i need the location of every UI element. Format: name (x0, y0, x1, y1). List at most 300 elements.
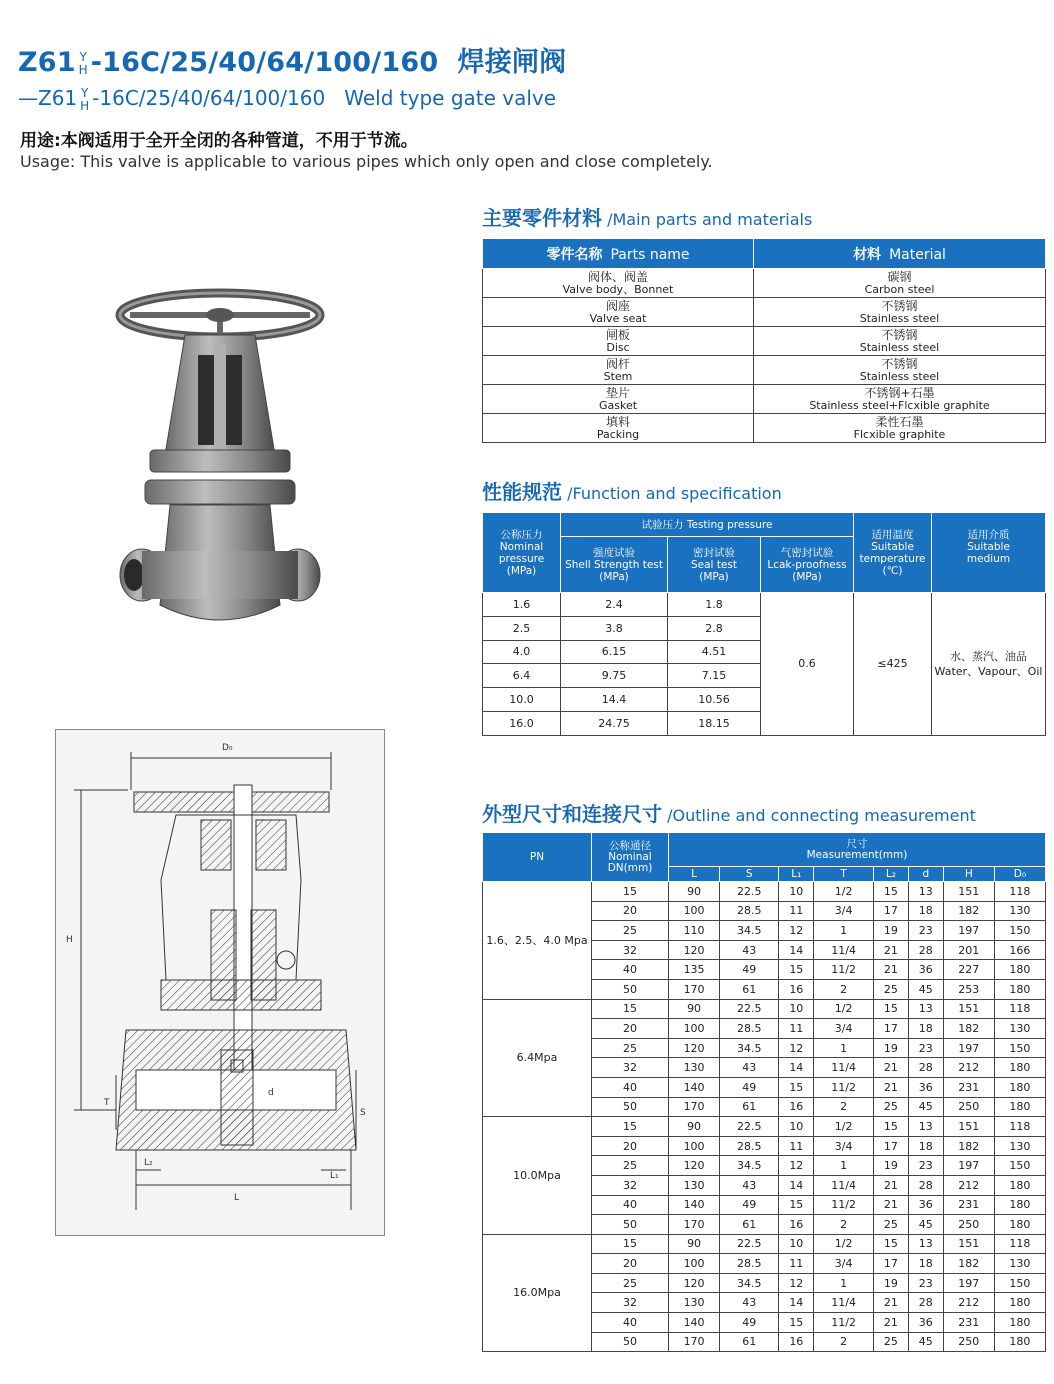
dims-cell: 34.5 (720, 921, 779, 941)
part-material: 柔性石墨 Flcxible graphite (754, 414, 1046, 443)
dims-cell: 100 (669, 1019, 720, 1039)
dims-cell: 36 (908, 1313, 943, 1333)
dims-cell: 21 (873, 1195, 908, 1215)
dims-cell: 130 (994, 1136, 1045, 1156)
dims-cell: 17 (873, 901, 908, 921)
dims-row (483, 1234, 1046, 1254)
dims-cell: 150 (994, 921, 1045, 941)
col-dim-3: T (814, 867, 874, 882)
dims-cell: 36 (908, 960, 943, 980)
dims-cell: 180 (994, 1097, 1045, 1117)
col-dim-7: D₀ (994, 867, 1045, 882)
spec-seal: 2.8 (668, 616, 761, 640)
dims-cell: 25 (592, 921, 669, 941)
spec-medium: 水、蒸汽、油品 Water、Vapour、Oil (932, 593, 1046, 736)
dims-cell: 212 (943, 1058, 994, 1078)
dims-cell: 180 (994, 1077, 1045, 1097)
dims-cell: 11/4 (814, 1175, 874, 1195)
dims-cell: 1/2 (814, 999, 874, 1019)
dims-cell: 21 (873, 1077, 908, 1097)
dims-cell: 197 (943, 1038, 994, 1058)
dims-cell: 231 (943, 1313, 994, 1333)
section-title-dims: 外型尺寸和连接尺寸 /Outline and connecting measurement (482, 802, 976, 826)
dims-cell: 150 (994, 1156, 1045, 1176)
dims-cell: 22.5 (720, 999, 779, 1019)
dims-cell: 12 (779, 1038, 814, 1058)
dims-cell: 3/4 (814, 901, 874, 921)
dims-cell: 1/2 (814, 1117, 874, 1137)
col-dim-2: L₁ (779, 867, 814, 882)
dims-pn: 16.0Mpa (483, 1234, 592, 1352)
dims-cell: 130 (994, 1254, 1045, 1274)
dims-cell: 151 (943, 882, 994, 902)
dims-cell: 43 (720, 1293, 779, 1313)
dims-cell: 49 (720, 1077, 779, 1097)
dims-cell: 21 (873, 1313, 908, 1333)
dims-cell: 120 (669, 1156, 720, 1176)
section-title-spec: 性能规范 /Function and specification (482, 480, 782, 504)
dims-cell: 197 (943, 921, 994, 941)
dims-cell: 22.5 (720, 1234, 779, 1254)
dims-cell: 22.5 (720, 882, 779, 902)
dims-cell: 180 (994, 960, 1045, 980)
label-d0: D₀ (222, 743, 233, 753)
dims-cell: 118 (994, 1234, 1045, 1254)
dims-cell: 21 (873, 940, 908, 960)
dims-cell: 100 (669, 901, 720, 921)
dims-cell: 12 (779, 1156, 814, 1176)
part-name: 阀座 Valve seat (483, 298, 754, 327)
dims-cell: 20 (592, 1254, 669, 1274)
col-parts-name: 零件名称 Parts name (483, 239, 754, 269)
page-title: Z61 Y H -16C/25/40/64/100/160 焊接闸阀 (18, 47, 567, 78)
label-d: d (268, 1088, 274, 1098)
part-name: 闸板 Disc (483, 327, 754, 356)
dims-cell: 11/2 (814, 1077, 874, 1097)
dims-cell: 182 (943, 1019, 994, 1039)
dims-cell: 3/4 (814, 1019, 874, 1039)
part-material: 不锈钢 Stainless steel (754, 298, 1046, 327)
dims-cell: 45 (908, 1215, 943, 1235)
parts-table (482, 238, 1046, 443)
spec-pressure: 16.0 (483, 711, 561, 735)
spec-shell: 24.75 (561, 711, 668, 735)
dims-cell: 50 (592, 1332, 669, 1352)
col-nominal-pressure: 公称压力 Nominal pressure (MPa) (483, 513, 561, 593)
dims-cell: 10 (779, 999, 814, 1019)
dims-cell: 100 (669, 1254, 720, 1274)
dims-cell: 28.5 (720, 1136, 779, 1156)
dims-pn: 1.6、2.5、4.0 Mpa (483, 882, 592, 1000)
dims-cell: 3/4 (814, 1136, 874, 1156)
dims-cell: 15 (779, 1195, 814, 1215)
dims-cell: 2 (814, 1215, 874, 1235)
dims-cell: 61 (720, 1332, 779, 1352)
spec-pressure: 4.0 (483, 640, 561, 664)
dims-cell: 20 (592, 901, 669, 921)
dims-table (482, 832, 1046, 1352)
dims-cell: 49 (720, 960, 779, 980)
dims-cell: 36 (908, 1077, 943, 1097)
dims-cell: 11/4 (814, 1293, 874, 1313)
spec-table (482, 512, 1046, 736)
dims-cell: 61 (720, 979, 779, 999)
dims-row (483, 882, 1046, 902)
dims-cell: 25 (873, 1215, 908, 1235)
spec-row (483, 593, 1046, 617)
dims-cell: 45 (908, 979, 943, 999)
dims-cell: 15 (592, 999, 669, 1019)
label-t: T (104, 1098, 110, 1108)
dims-cell: 118 (994, 999, 1045, 1019)
dims-cell: 182 (943, 901, 994, 921)
dims-cell: 1 (814, 921, 874, 941)
dims-cell: 32 (592, 940, 669, 960)
dims-cell: 180 (994, 1195, 1045, 1215)
dims-cell: 197 (943, 1156, 994, 1176)
dims-cell: 120 (669, 1273, 720, 1293)
dims-cell: 25 (873, 1097, 908, 1117)
dims-cell: 231 (943, 1077, 994, 1097)
dims-cell: 14 (779, 940, 814, 960)
page-subtitle: —Z61 Y H -16C/25/40/64/100/160 Weld type gate valve (18, 85, 557, 113)
dims-cell: 28.5 (720, 1019, 779, 1039)
dims-cell: 16 (779, 1215, 814, 1235)
dims-cell: 11 (779, 1019, 814, 1039)
dims-cell: 166 (994, 940, 1045, 960)
dims-cell: 15 (592, 1117, 669, 1137)
spec-seal: 1.8 (668, 593, 761, 617)
dims-cell: 150 (994, 1038, 1045, 1058)
dims-cell: 250 (943, 1215, 994, 1235)
spec-pressure: 10.0 (483, 688, 561, 712)
dims-cell: 15 (873, 999, 908, 1019)
dims-cell: 135 (669, 960, 720, 980)
dims-cell: 140 (669, 1195, 720, 1215)
col-shell-test: 强度试验 Shell Strength test (MPa) (561, 537, 668, 593)
part-material: 不锈钢 Stainless steel (754, 356, 1046, 385)
label-h: H (66, 935, 73, 945)
dims-cell: 40 (592, 1077, 669, 1097)
dims-cell: 14 (779, 1293, 814, 1313)
spec-shell: 14.4 (561, 688, 668, 712)
dims-cell: 90 (669, 999, 720, 1019)
dims-cell: 90 (669, 1234, 720, 1254)
spec-seal: 4.51 (668, 640, 761, 664)
dims-cell: 1/2 (814, 1234, 874, 1254)
dims-cell: 17 (873, 1136, 908, 1156)
dims-cell: 11/4 (814, 940, 874, 960)
dims-cell: 43 (720, 940, 779, 960)
spec-seal: 10.56 (668, 688, 761, 712)
dims-cell: 180 (994, 979, 1045, 999)
dims-cell: 15 (779, 1313, 814, 1333)
dims-cell: 28 (908, 940, 943, 960)
dims-cell: 90 (669, 882, 720, 902)
dims-pn: 6.4Mpa (483, 999, 592, 1117)
dims-cell: 100 (669, 1136, 720, 1156)
dims-cell: 212 (943, 1175, 994, 1195)
dims-cell: 18 (908, 1254, 943, 1274)
dims-cell: 28.5 (720, 901, 779, 921)
dims-cell: 23 (908, 921, 943, 941)
dims-cell: 227 (943, 960, 994, 980)
dims-row (483, 1117, 1046, 1137)
dims-row (483, 999, 1046, 1019)
dims-cell: 13 (908, 1117, 943, 1137)
dims-cell: 61 (720, 1097, 779, 1117)
parts-row (483, 298, 1046, 327)
col-dim-1: S (720, 867, 779, 882)
col-dim-0: L (669, 867, 720, 882)
dims-cell: 11/2 (814, 1313, 874, 1333)
spec-leak: 0.6 (761, 593, 854, 736)
dims-cell: 15 (592, 882, 669, 902)
dims-cell: 1 (814, 1156, 874, 1176)
parts-row (483, 327, 1046, 356)
dims-cell: 180 (994, 1058, 1045, 1078)
dims-cell: 23 (908, 1156, 943, 1176)
dims-cell: 32 (592, 1293, 669, 1313)
spec-shell: 2.4 (561, 593, 668, 617)
dims-cell: 18 (908, 1019, 943, 1039)
dims-cell: 130 (994, 901, 1045, 921)
valve-photo (90, 285, 330, 645)
col-measurement: 尺寸 Measurement(mm) (669, 833, 1046, 867)
dims-cell: 118 (994, 882, 1045, 902)
label-l: L (234, 1193, 240, 1203)
dims-cell: 140 (669, 1077, 720, 1097)
part-material: 碳钢 Carbon steel (754, 269, 1046, 298)
dims-cell: 130 (994, 1019, 1045, 1039)
dims-cell: 43 (720, 1175, 779, 1195)
parts-row (483, 385, 1046, 414)
spec-shell: 3.8 (561, 616, 668, 640)
dims-cell: 130 (669, 1058, 720, 1078)
dims-cell: 3/4 (814, 1254, 874, 1274)
dims-cell: 253 (943, 979, 994, 999)
dims-cell: 201 (943, 940, 994, 960)
dims-cell: 11/4 (814, 1058, 874, 1078)
dims-cell: 197 (943, 1273, 994, 1293)
dims-cell: 182 (943, 1136, 994, 1156)
dims-cell: 180 (994, 1215, 1045, 1235)
part-material: 不锈钢 Stainless steel (754, 327, 1046, 356)
dims-cell: 2 (814, 979, 874, 999)
dims-cell: 20 (592, 1136, 669, 1156)
dims-cell: 1 (814, 1273, 874, 1293)
dims-cell: 32 (592, 1058, 669, 1078)
dims-cell: 130 (669, 1293, 720, 1313)
col-testing-pressure: 试验压力 Testing pressure (561, 513, 854, 537)
dims-cell: 32 (592, 1175, 669, 1195)
dims-cell: 1 (814, 1038, 874, 1058)
col-dn: 公称通径 Nominal DN(mm) (592, 833, 669, 882)
col-medium: 适用介质 Suitable medium (932, 513, 1046, 593)
dims-cell: 40 (592, 960, 669, 980)
dims-cell: 13 (908, 882, 943, 902)
dims-cell: 231 (943, 1195, 994, 1215)
dims-cell: 16 (779, 979, 814, 999)
dims-pn: 10.0Mpa (483, 1117, 592, 1235)
dims-cell: 140 (669, 1313, 720, 1333)
dims-cell: 151 (943, 1117, 994, 1137)
spec-shell: 6.15 (561, 640, 668, 664)
dims-cell: 12 (779, 921, 814, 941)
dims-cell: 14 (779, 1058, 814, 1078)
dims-cell: 34.5 (720, 1156, 779, 1176)
dims-cell: 43 (720, 1058, 779, 1078)
dims-cell: 17 (873, 1019, 908, 1039)
dims-cell: 120 (669, 1038, 720, 1058)
parts-row (483, 269, 1046, 298)
dims-cell: 21 (873, 960, 908, 980)
dims-cell: 28 (908, 1058, 943, 1078)
col-seal-test: 密封试验 Seal test (MPa) (668, 537, 761, 593)
dims-cell: 50 (592, 1097, 669, 1117)
section-title-parts: 主要零件材料 /Main parts and materials (482, 206, 813, 230)
dims-cell: 1/2 (814, 882, 874, 902)
label-l2: L₂ (144, 1158, 153, 1168)
dims-cell: 151 (943, 1234, 994, 1254)
dims-cell: 15 (779, 1077, 814, 1097)
col-dim-6: H (943, 867, 994, 882)
dims-cell: 212 (943, 1293, 994, 1313)
dims-cell: 25 (873, 979, 908, 999)
dims-cell: 151 (943, 999, 994, 1019)
spec-pressure: 1.6 (483, 593, 561, 617)
dims-cell: 17 (873, 1254, 908, 1274)
dims-cell: 10 (779, 1117, 814, 1137)
dims-cell: 150 (994, 1273, 1045, 1293)
dims-cell: 40 (592, 1195, 669, 1215)
col-dim-4: L₂ (873, 867, 908, 882)
dims-cell: 180 (994, 1175, 1045, 1195)
part-name: 填料 Packing (483, 414, 754, 443)
dims-cell: 18 (908, 1136, 943, 1156)
dims-cell: 34.5 (720, 1273, 779, 1293)
dims-cell: 250 (943, 1332, 994, 1352)
dims-cell: 61 (720, 1215, 779, 1235)
dims-cell: 19 (873, 921, 908, 941)
usage-en: Usage: This valve is applicable to various pipes which only open and close completely. (20, 152, 713, 171)
dims-cell: 180 (994, 1313, 1045, 1333)
dims-cell: 23 (908, 1038, 943, 1058)
dims-cell: 2 (814, 1332, 874, 1352)
col-dim-5: d (908, 867, 943, 882)
dims-cell: 11/2 (814, 1195, 874, 1215)
dims-cell: 15 (779, 960, 814, 980)
dims-cell: 16 (779, 1097, 814, 1117)
spec-pressure: 6.4 (483, 664, 561, 688)
dims-cell: 19 (873, 1156, 908, 1176)
dims-cell: 13 (908, 1234, 943, 1254)
parts-row (483, 356, 1046, 385)
dims-cell: 20 (592, 1019, 669, 1039)
dims-cell: 10 (779, 1234, 814, 1254)
dims-cell: 28.5 (720, 1254, 779, 1274)
dims-cell: 11 (779, 1254, 814, 1274)
dims-cell: 12 (779, 1273, 814, 1293)
dims-cell: 40 (592, 1313, 669, 1333)
dims-cell: 49 (720, 1195, 779, 1215)
dims-cell: 10 (779, 882, 814, 902)
dims-cell: 18 (908, 901, 943, 921)
dims-cell: 19 (873, 1038, 908, 1058)
dims-cell: 170 (669, 979, 720, 999)
dims-cell: 50 (592, 1215, 669, 1235)
dims-cell: 170 (669, 1215, 720, 1235)
dims-cell: 15 (873, 1117, 908, 1137)
col-leak-test: 气密封试验 Lcak-proofness (MPa) (761, 537, 854, 593)
dims-cell: 11 (779, 1136, 814, 1156)
dims-cell: 130 (669, 1175, 720, 1195)
dims-cell: 11 (779, 901, 814, 921)
parts-row (483, 414, 1046, 443)
dims-cell: 15 (873, 882, 908, 902)
dims-cell: 49 (720, 1313, 779, 1333)
dims-cell: 45 (908, 1097, 943, 1117)
spec-pressure: 2.5 (483, 616, 561, 640)
dims-cell: 11/2 (814, 960, 874, 980)
dims-cell: 14 (779, 1175, 814, 1195)
dims-cell: 34.5 (720, 1038, 779, 1058)
dims-cell: 36 (908, 1195, 943, 1215)
part-material: 不锈钢+石墨 Stainless steel+Flcxible graphite (754, 385, 1046, 414)
dims-cell: 15 (592, 1234, 669, 1254)
dims-cell: 45 (908, 1332, 943, 1352)
label-s: S (360, 1108, 366, 1118)
dims-cell: 180 (994, 1332, 1045, 1352)
usage-cn: 用途:本阀适用于全开全闭的各种管道，不用于节流。 (20, 131, 418, 151)
dims-cell: 118 (994, 1117, 1045, 1137)
dims-cell: 23 (908, 1273, 943, 1293)
dims-cell: 110 (669, 921, 720, 941)
col-temperature: 适用温度 Suitable temperature (℃) (854, 513, 932, 593)
spec-temp: ≤425 (854, 593, 932, 736)
dims-cell: 25 (592, 1273, 669, 1293)
dims-cell: 19 (873, 1273, 908, 1293)
col-pn: PN (483, 833, 592, 882)
dims-cell: 25 (592, 1156, 669, 1176)
dims-cell: 120 (669, 940, 720, 960)
dims-cell: 170 (669, 1332, 720, 1352)
dims-cell: 21 (873, 1293, 908, 1313)
dims-cell: 170 (669, 1097, 720, 1117)
dims-cell: 90 (669, 1117, 720, 1137)
dims-cell: 15 (873, 1234, 908, 1254)
col-material: 材料 Material (754, 239, 1046, 269)
part-name: 垫片 Gasket (483, 385, 754, 414)
sectional-drawing (55, 729, 385, 1236)
dims-cell: 25 (873, 1332, 908, 1352)
spec-shell: 9.75 (561, 664, 668, 688)
spec-seal: 18.15 (668, 711, 761, 735)
dims-cell: 2 (814, 1097, 874, 1117)
dims-cell: 21 (873, 1175, 908, 1195)
dims-cell: 22.5 (720, 1117, 779, 1137)
dims-cell: 50 (592, 979, 669, 999)
dims-cell: 13 (908, 999, 943, 1019)
part-name: 阀杆 Stem (483, 356, 754, 385)
dims-cell: 25 (592, 1038, 669, 1058)
label-l1: L₁ (330, 1171, 339, 1181)
dims-cell: 180 (994, 1293, 1045, 1313)
spec-seal: 7.15 (668, 664, 761, 688)
dims-cell: 16 (779, 1332, 814, 1352)
dims-cell: 28 (908, 1293, 943, 1313)
dims-cell: 250 (943, 1097, 994, 1117)
